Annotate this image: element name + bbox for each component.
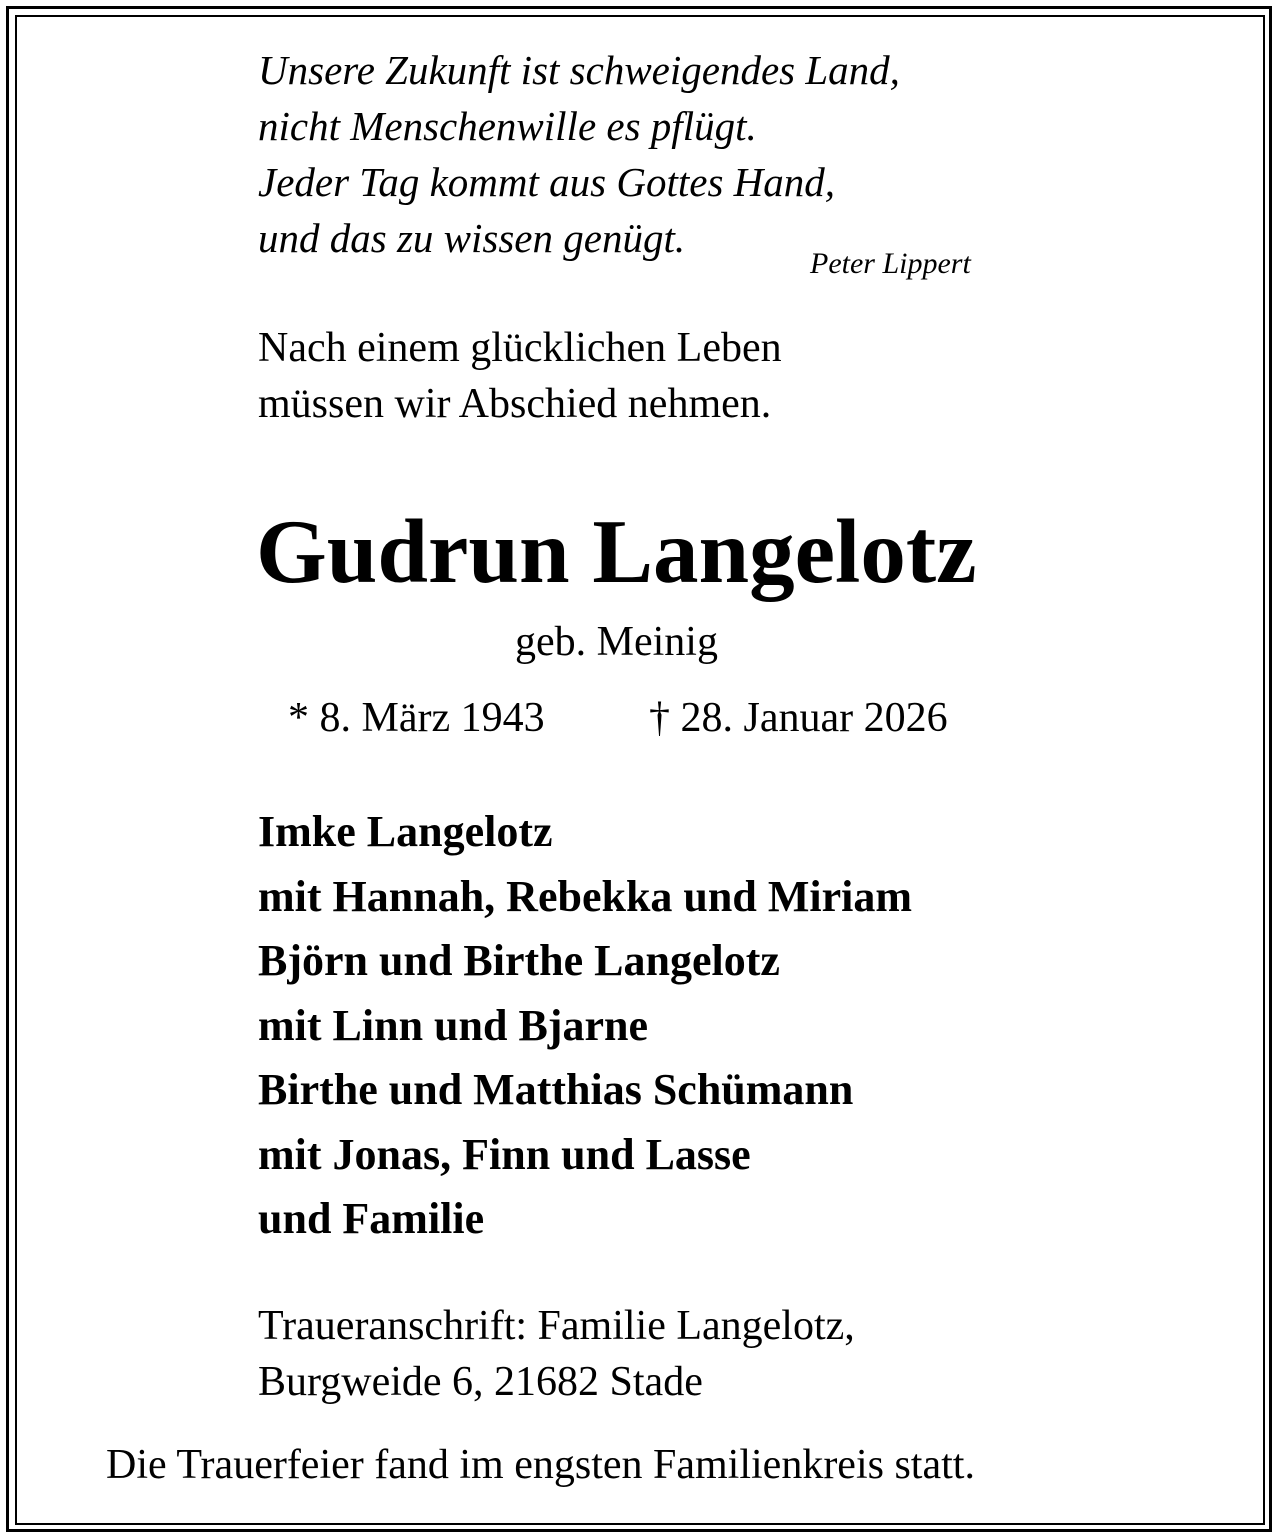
death-date: † 28. Januar 2026	[649, 695, 948, 741]
poem-line: Unsere Zukunft ist schweigendes Land,	[258, 47, 900, 93]
mourner-line: mit Hannah, Rebekka und Miriam	[258, 871, 912, 921]
birth-date: * 8. März 1943	[288, 695, 545, 741]
mourning-address	[258, 1298, 855, 1410]
address-line: Burgweide 6, 21682 Stade	[258, 1359, 703, 1405]
mourner-line: mit Jonas, Finn und Lasse	[258, 1129, 751, 1179]
poem-author: Peter Lippert	[810, 247, 971, 280]
mourner-line: mit Linn und Bjarne	[258, 1000, 648, 1050]
poem-line: nicht Menschenwille es pflügt.	[258, 103, 757, 149]
address-line: Traueranschrift: Familie Langelotz,	[258, 1303, 855, 1349]
poem-line: und das zu wissen genügt.	[258, 215, 686, 261]
mourners-list	[258, 800, 912, 1252]
funeral-note: Die Trauerfeier fand im engsten Familienkreis statt.	[106, 1442, 975, 1488]
intro-line: müssen wir Abschied nehmen.	[258, 381, 772, 427]
mourner-line: und Familie	[258, 1194, 485, 1243]
intro-line: Nach einem glücklichen Leben	[258, 325, 782, 371]
poem	[258, 42, 900, 266]
poem-line: Jeder Tag kommt aus Gottes Hand,	[258, 159, 836, 205]
mourner-line: Björn und Birthe Langelotz	[258, 936, 780, 985]
mourner-line: Birthe und Matthias Schümann	[258, 1065, 854, 1114]
intro-text	[258, 320, 782, 432]
mourner-line: Imke Langelotz	[258, 807, 553, 856]
deceased-name: Gudrun Langelotz	[256, 501, 977, 602]
birth-name: geb. Meinig	[515, 619, 718, 665]
